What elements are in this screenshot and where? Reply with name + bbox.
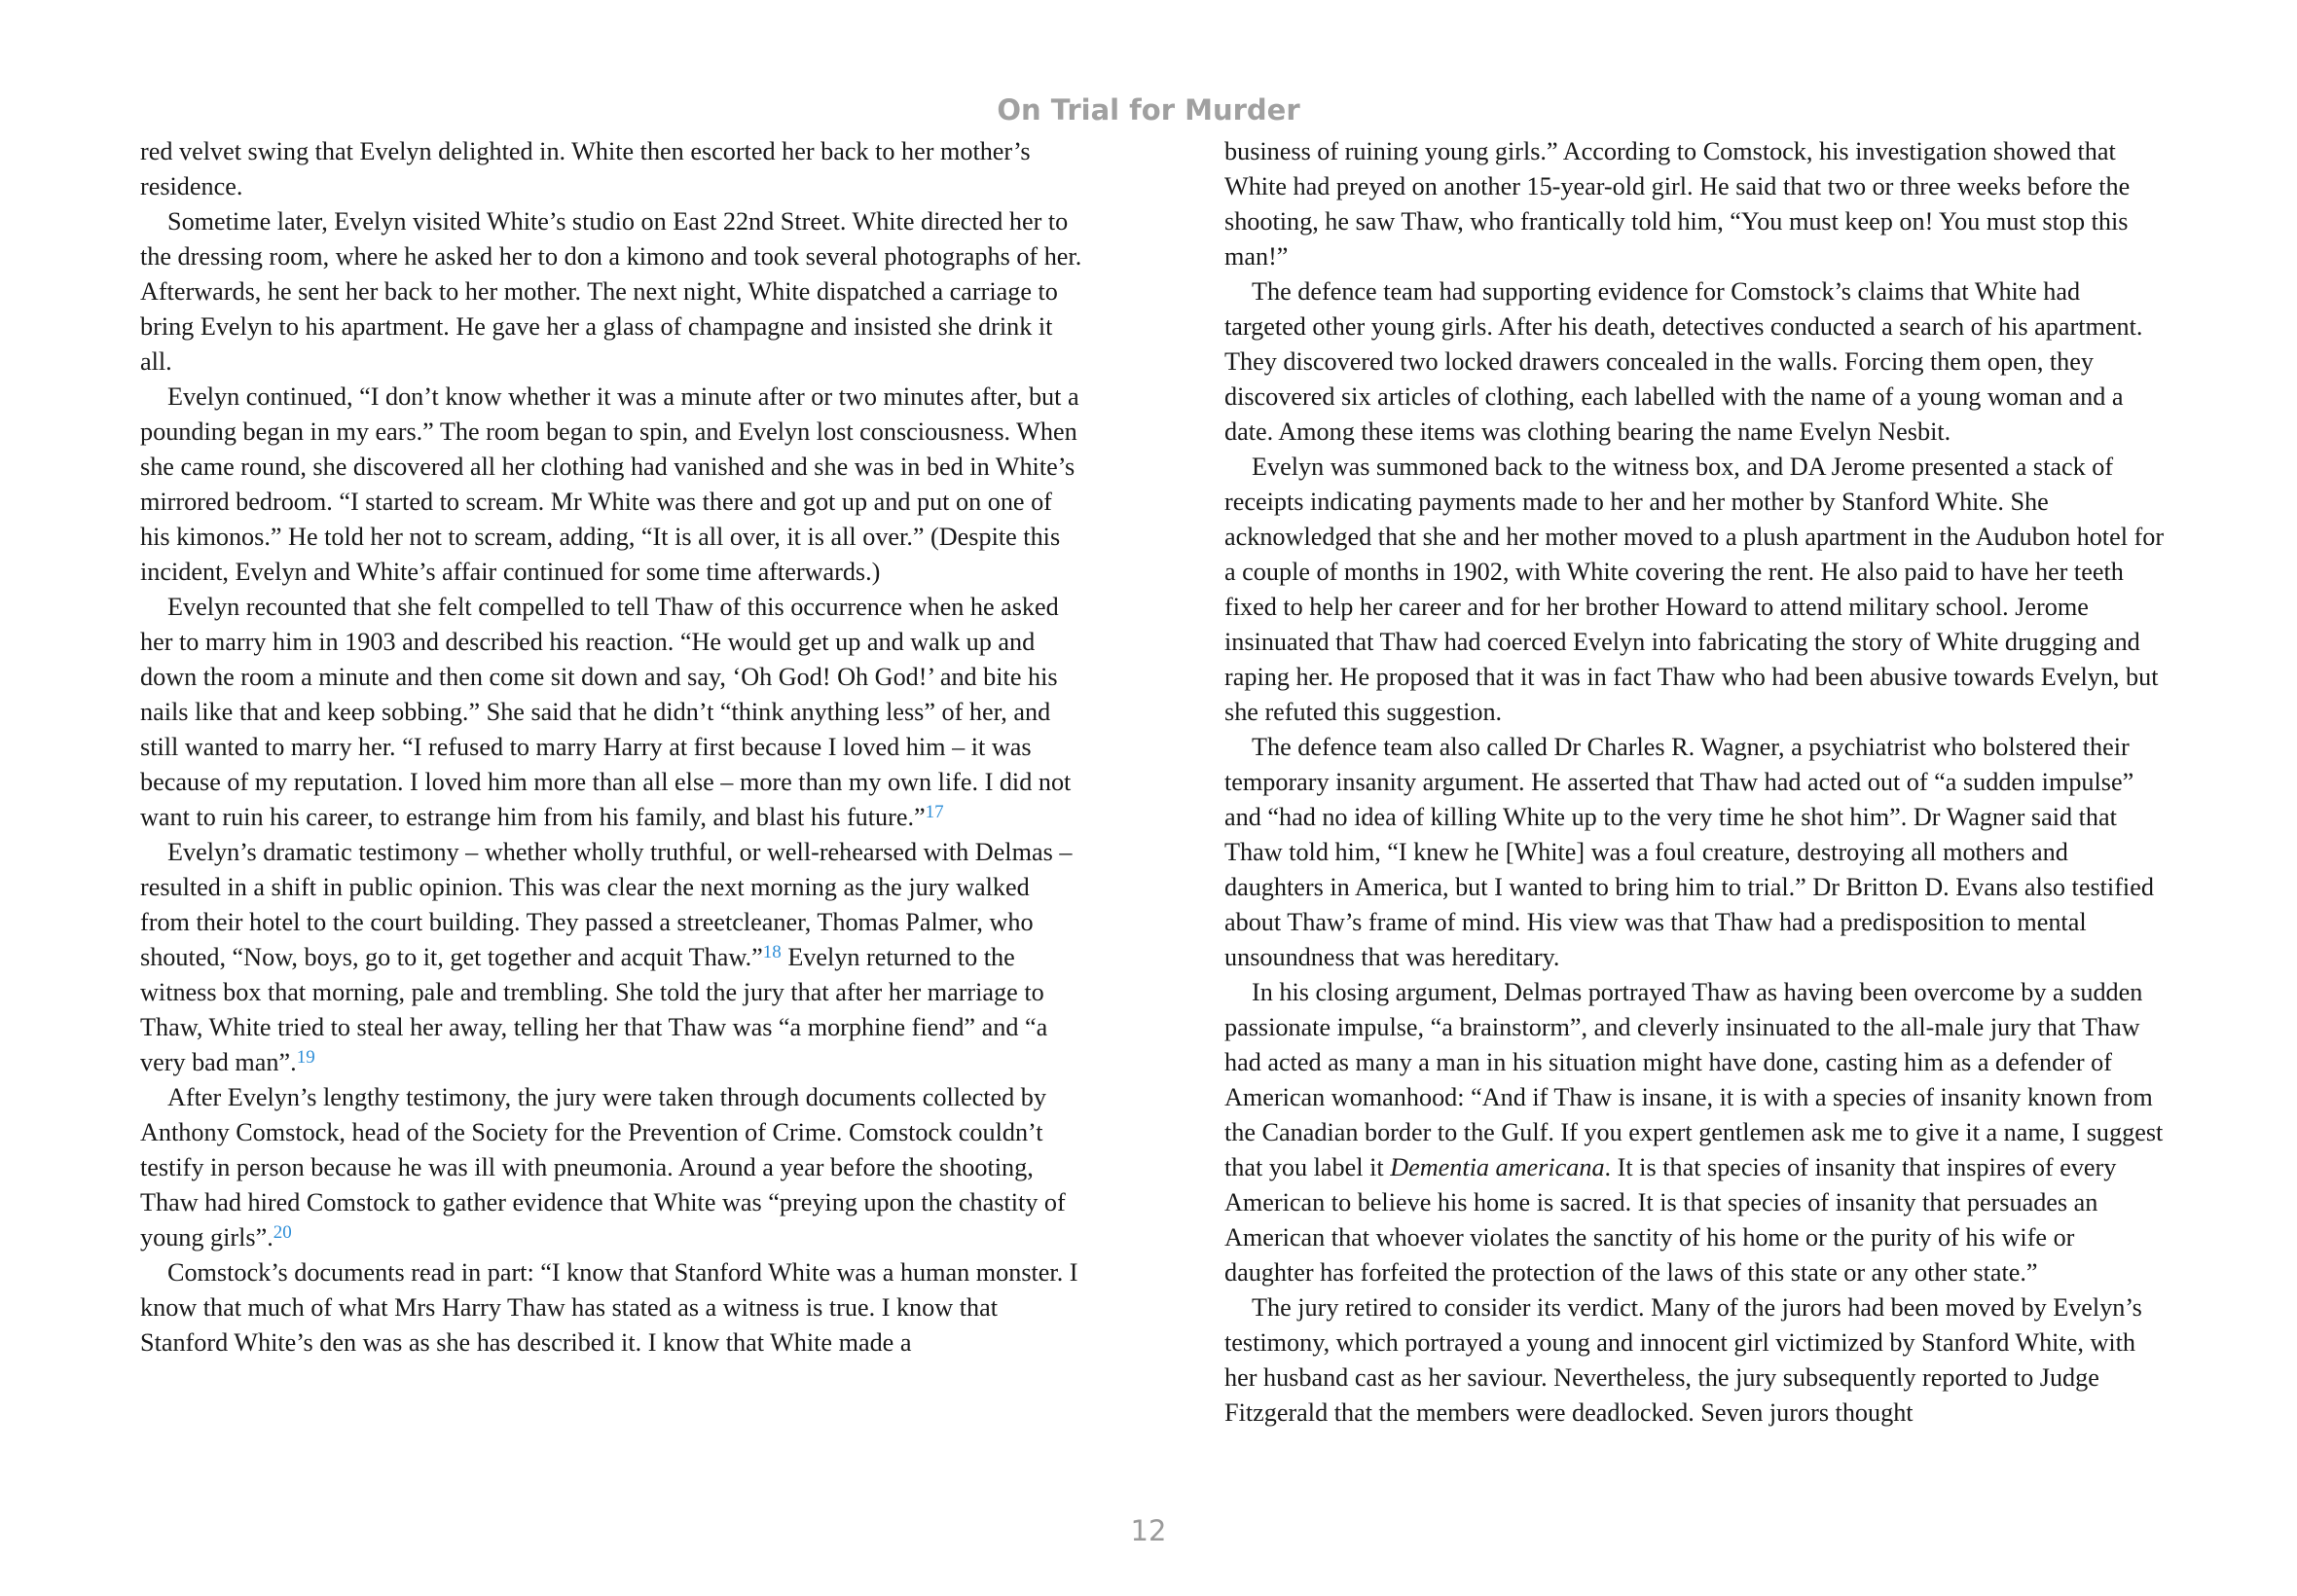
footnote-link-20[interactable]: 20 (273, 1222, 292, 1243)
paragraph (1224, 450, 2167, 730)
paragraph (140, 380, 1082, 590)
paragraph-text: After Evelyn’s lengthy testimony, the jury were taken through documents collected by Anthony Comstock, head of the Society for the Prevention of Crime. Comstock couldn’t testify in person because he was ill with pneumonia. Around a year before the shooting, Thaw had hired Comstock to gather evidence that White was “preying upon the chastity of young girls”. (140, 1083, 1066, 1251)
paragraph-text: Evelyn continued, “I don’t know whether it was a minute after or two minutes after, but a pounding began in my ears.” The room began to spin, and Evelyn lost consciousness. When she came round, she discovered all her clothing had vanished and she was in bed in White’s mirrored bedroom. “I started to scream. Mr White was there and got up and put on one of his kimonos.” He told her not to scream, adding, “It is all over, it is all over.” (Despite this incident, Evelyn and White’s affair continued for some time afterwards.) (140, 382, 1079, 586)
paragraph (140, 134, 1082, 204)
footnote-link-19[interactable]: 19 (296, 1047, 315, 1068)
paragraph (1224, 134, 2167, 274)
paragraph-text: The defence team also called Dr Charles R. Wagner, a psychiatrist who bolstered their temporary insanity argument. He asserted that Thaw had acted out of “a sudden impulse” and “had no idea of killing White up to the very time he shot him”. Dr Wagner said that Thaw told him, “I knew he [White] was a foul creature, destroying all mothers and daughters in America, but I wanted to bring him to trial.” Dr Britton D. Evans also testified about Thaw’s frame of mind. His view was that Thaw had a predisposition to mental unsoundness that was hereditary. (1224, 733, 2154, 971)
italic-term: Dementia americana (1390, 1153, 1605, 1181)
paragraph (140, 1080, 1082, 1255)
paragraph (140, 1255, 1082, 1360)
paragraph-text: . It is that species of insanity that inspires of every American to believe his home is sacred. It is that species of insanity that persuades an American that whoever violates the sanctity of his home or the purity of his wife or daughter has forfeited the protection of the laws of this state or any other state.” (1224, 1153, 2117, 1287)
right-text-column (1224, 134, 2167, 1431)
paragraph-text: Evelyn recounted that she felt compelled to tell Thaw of this occurrence when he asked her to marry him in 1903 and described his reaction. “He would get up and walk up and down the room a minute and then come sit down and say, ‘Oh God! Oh God!’ and bite his nails like that and keep sobbing.” She said that he didn’t “think anything less” of her, and still wanted to marry her. “I refused to marry Harry at first because I loved him – it was because of my reputation. I loved him more than all else – more than my own life. I did not want to ruin his career, to estrange him from his family, and blast his future.” (140, 593, 1072, 831)
paragraph (140, 835, 1082, 1080)
paragraph-text: Evelyn’s dramatic testimony – whether wholly truthful, or well-rehearsed with Delmas – resulted in a shift in public opinion. This was clear the next morning as the jury walked from their hotel to the court building. They passed a streetcleaner, Thomas Palmer, who shouted, “Now, boys, go to it, get together and acquit Thaw.” (140, 838, 1073, 971)
paragraph-text: business of ruining young girls.” According to Comstock, his investigation showed that White had preyed on another 15-year-old girl. He said that two or three weeks before the shooting, he saw Thaw, who frantically told him, “You must keep on! You must stop this man!” (1224, 137, 2131, 271)
paragraph-text: In his closing argument, Delmas portrayed Thaw as having been overcome by a sudden passionate impulse, “a brainstorm”, and cleverly insinuated to the all-male jury that Thaw had acted as many a man in his situation might have done, casting him as a defender of American womanhood: “And if Thaw is insane, it is with a species of insanity known from the Canadian border to the Gulf. If you expert gentlemen ask me to give it a name, I suggest that you label it (1224, 978, 2164, 1181)
paragraph-text: Evelyn returned to the witness box that morning, pale and trembling. She told the jury that after her marriage to Thaw, White tried to steal her away, telling her that Thaw was “a morphine fiend” and “a very bad man”. (140, 943, 1048, 1076)
paragraph-text: The defence team had supporting evidence for Comstock’s claims that White had targeted other young girls. After his death, detectives conducted a search of his apartment. They discovered two locked drawers concealed in the walls. Forcing them open, they discovered six articles of clothing, each labelled with the name of a young woman and a date. Among these items was clothing bearing the name Evelyn Nesbit. (1224, 277, 2143, 446)
left-text-column (140, 134, 1082, 1360)
paragraph (1224, 1290, 2167, 1431)
paragraph (140, 204, 1082, 380)
paragraph-text: The jury retired to consider its verdict. Many of the jurors had been moved by Evelyn’s testimony, which portrayed a young and innocent girl victimized by Stanford White, with her husband cast as her saviour. Nevertheless, the jury subsequently reported to Judge Fitzgerald that the members were deadlocked. Seven jurors thought (1224, 1293, 2142, 1427)
paragraph-text: red velvet swing that Evelyn delighted in. White then escorted her back to her mother’s residence. (140, 137, 1031, 200)
paragraph (1224, 975, 2167, 1290)
paragraph (1224, 730, 2167, 975)
footnote-link-17[interactable]: 17 (925, 802, 944, 822)
paragraph-text: Comstock’s documents read in part: “I know that Stanford White was a human monster. I know that much of what Mrs Harry Thaw has stated as a witness is true. I know that Stanford White’s den was as she has described it. I know that White made a (140, 1258, 1078, 1357)
paragraph (1224, 274, 2167, 450)
footnote-link-18[interactable]: 18 (762, 942, 782, 962)
book-title: On Trial for Murder (997, 93, 1300, 127)
paragraph (140, 590, 1082, 835)
paragraph-text: Sometime later, Evelyn visited White’s studio on East 22nd Street. White directed her to the dressing room, where he asked her to don a kimono and took several photographs of her. Afterwards, he sent her back to her mother. The next night, White dispatched a carriage to bring Evelyn to his apartment. He gave her a glass of champagne and insisted she drink it all. (140, 207, 1082, 376)
paragraph-text: Evelyn was summoned back to the witness box, and DA Jerome presented a stack of receipts indicating payments made to her and her mother by Stanford White. She acknowledged that she and her mother moved to a plush apartment in the Audubon hotel for a couple of months in 1902, with White covering the rent. He also paid to have her teeth fixed to help her career and for her brother Howard to attend military school. Jerome insinuated that Thaw had coerced Evelyn into fabricating the story of White drugging and raping her. He proposed that it was in fact Thaw who had been abusive towards Evelyn, but she refuted this suggestion. (1224, 453, 2165, 726)
page-number: 12 (1130, 1514, 1167, 1547)
